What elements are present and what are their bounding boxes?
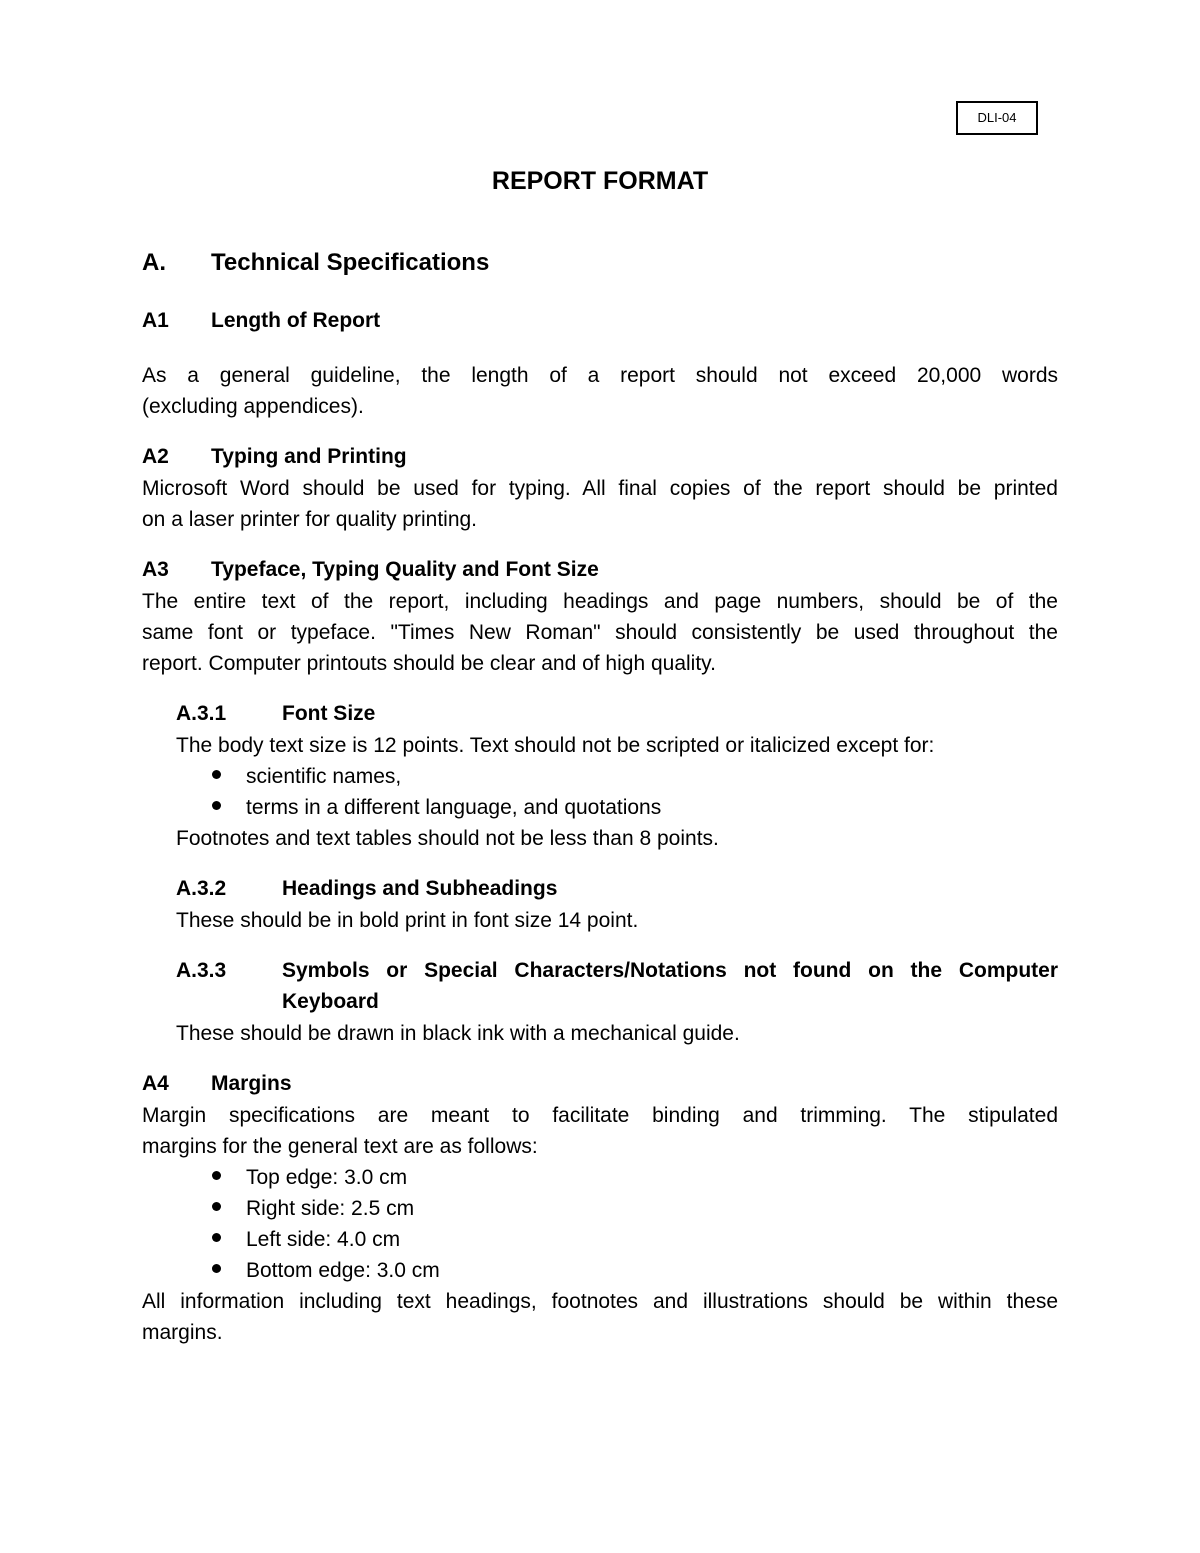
bullet-icon bbox=[212, 1171, 221, 1180]
bullet-icon bbox=[212, 770, 221, 779]
a2-heading: Typing and Printing bbox=[211, 445, 407, 468]
a3-heading: Typeface, Typing Quality and Font Size bbox=[211, 558, 599, 581]
bullet-icon bbox=[212, 1202, 221, 1211]
page-title: REPORT FORMAT bbox=[491, 167, 709, 195]
a4-outro-line-2: margins. bbox=[142, 1321, 223, 1344]
a2-paragraph-line-2: on a laser printer for quality printing. bbox=[142, 508, 478, 531]
a32-heading: Headings and Subheadings bbox=[282, 877, 558, 900]
section-a-number: A. bbox=[142, 249, 166, 276]
a4-paragraph-line-2: margins for the general text are as follows: bbox=[142, 1135, 538, 1158]
a33-number: A.3.3 bbox=[176, 959, 227, 982]
a3-paragraph-line-1: The entire text of the report, including headings and page numbers, should be of the bbox=[142, 590, 1058, 613]
a1-paragraph-line-2: (excluding appendices). bbox=[142, 395, 364, 418]
a4-bullet-3: Left side: 4.0 cm bbox=[246, 1228, 401, 1251]
a31-bullet-2: terms in a different language, and quotations bbox=[246, 796, 662, 819]
a31-heading: Font Size bbox=[282, 702, 376, 725]
a3-paragraph-line-3: report. Computer printouts should be clear and of high quality. bbox=[142, 652, 716, 675]
a4-bullet-1: Top edge: 3.0 cm bbox=[246, 1166, 408, 1189]
a4-bullet-2: Right side: 2.5 cm bbox=[246, 1197, 415, 1220]
section-a-heading: Technical Specifications bbox=[211, 249, 490, 276]
bullet-icon bbox=[212, 801, 221, 810]
a2-paragraph-line-1: Microsoft Word should be used for typing. All final copies of the report should be printed bbox=[142, 477, 1058, 500]
a1-heading: Length of Report bbox=[211, 309, 381, 332]
a31-number: A.3.1 bbox=[176, 702, 227, 725]
a32-number: A.3.2 bbox=[176, 877, 227, 900]
a3-paragraph-line-2: same font or typeface. "Times New Roman" should consistently be used throughout the bbox=[142, 621, 1058, 644]
a4-bullet-4: Bottom edge: 3.0 cm bbox=[246, 1259, 440, 1282]
a4-outro-line-1: All information including text headings, footnotes and illustrations should be within these bbox=[142, 1290, 1058, 1313]
a33-heading-line-2: Keyboard bbox=[282, 990, 379, 1013]
a31-bullet-1: scientific names, bbox=[246, 765, 402, 788]
bullet-icon bbox=[212, 1264, 221, 1273]
a32-text: These should be in bold print in font size 14 point. bbox=[176, 909, 639, 932]
a33-heading-line-1: Symbols or Special Characters/Notations not found on the Computer bbox=[282, 959, 1058, 982]
a33-text: These should be drawn in black ink with a mechanical guide. bbox=[176, 1022, 740, 1045]
a1-number: A1 bbox=[142, 309, 169, 332]
a31-intro: The body text size is 12 points. Text should not be scripted or italicized except for: bbox=[176, 734, 935, 757]
a2-number: A2 bbox=[142, 445, 169, 468]
document-code-box: DLI-04 bbox=[956, 101, 1038, 135]
bullet-icon bbox=[212, 1233, 221, 1242]
a4-number: A4 bbox=[142, 1072, 169, 1095]
a31-outro: Footnotes and text tables should not be less than 8 points. bbox=[176, 827, 719, 850]
a4-paragraph-line-1: Margin specifications are meant to facilitate binding and trimming. The stipulated bbox=[142, 1104, 1058, 1127]
a3-number: A3 bbox=[142, 558, 169, 581]
a1-paragraph-line-1: As a general guideline, the length of a report should not exceed 20,000 words bbox=[142, 364, 1058, 387]
a4-heading: Margins bbox=[211, 1072, 292, 1095]
